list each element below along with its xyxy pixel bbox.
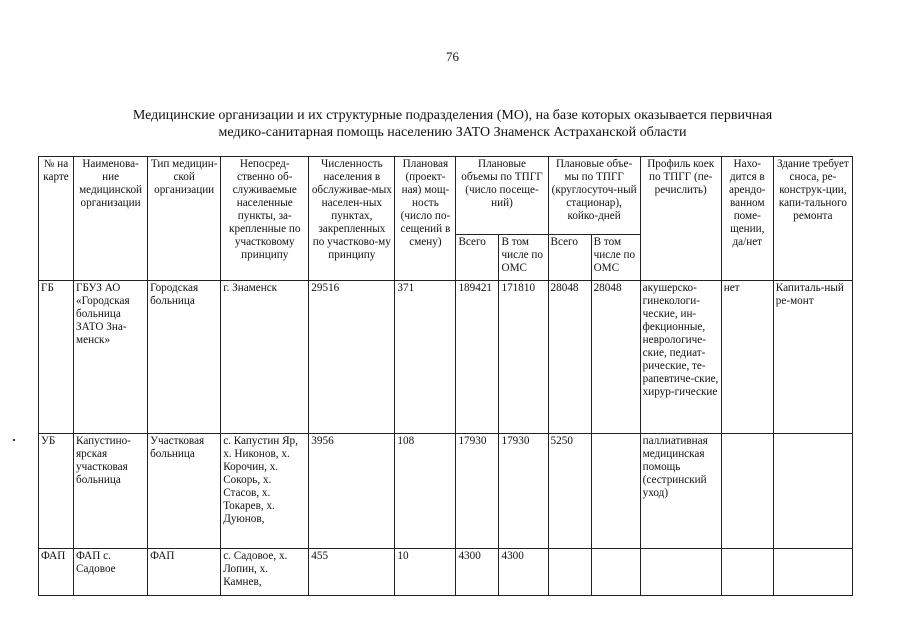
cell-beds-oms: 28048 [591,281,640,434]
header-planned-capacity: Плановая (проект-ная) мощ-ность (число по-сещений в смену) [395,157,456,281]
subheader-beds-total: Всего [548,235,591,281]
cell-building [773,434,852,549]
subheader-visits-total: Всего [456,235,499,281]
header-building-status: Здание требует сноса, ре-конструк-ции, капи-тального ремонта [773,157,852,281]
cell-visits-oms: 17930 [499,434,548,549]
cell-name: Капустино-ярская участковая больница [74,434,148,549]
cell-beds-total: 5250 [548,434,591,549]
header-leased: Нахо-дится в арендо-ванном поме-щении, да/нет [721,157,773,281]
cell-profile: акушерско-гинекологи-ческие, ин-фекционные, неврологиче-ские, педиат-рические, те-рапевтиче-ские, хирур-гические [640,281,721,434]
title-line-1: Медицинские организации и их структурные подразделения (МО), на базе которых оказывается первичная [132,108,773,123]
cell-beds-oms [591,434,640,549]
cell-map-no: ГБ [39,281,74,434]
cell-planned-capacity: 108 [395,434,456,549]
cell-leased [721,549,773,596]
table-row [39,549,853,596]
document-title [0,107,905,141]
header-map-no: № на карте [39,157,74,281]
cell-type: Городская больница [148,281,221,434]
cell-served: с. Садовое, х. Лопин, х. Камнев, [221,549,309,596]
cell-beds-oms [591,549,640,596]
cell-beds-total [548,549,591,596]
subheader-visits-oms: В том числе по ОМС [499,235,548,281]
cell-population: 3956 [309,434,395,549]
cell-served: с. Капустин Яр, х. Никонов, х. Корочин, х. Сокорь, х. Стасов, х. Токарев, х. Дуюнов, [221,434,309,549]
table-row [39,281,853,434]
cell-name: ФАП с. Садовое [74,549,148,596]
cell-building [773,549,852,596]
title-line-2: медико-санитарная помощь населению ЗАТО Знаменск Астраханской области [218,125,687,140]
cell-served: г. Знаменск [221,281,309,434]
cell-population: 455 [309,549,395,596]
scan-speck [13,439,15,441]
cell-planned-capacity: 10 [395,549,456,596]
cell-profile: паллиативная медицинская помощь (сестринский уход) [640,434,721,549]
header-volumes-beds: Плановые объе-мы по ТПГГ (круглосуточ-ный стационар), койко-дней [548,157,640,235]
cell-leased [721,434,773,549]
medical-organizations-table [38,156,853,596]
cell-population: 29516 [309,281,395,434]
header-served-settlements: Непосред-ственно об-служиваемые населенные пункты, за-крепленные по участковому принципу [221,157,309,281]
page-number: 76 [446,49,459,64]
header-volumes-visits: Плановые объемы по ТПГГ (число посеще-ний) [456,157,548,235]
cell-profile [640,549,721,596]
cell-visits-total: 189421 [456,281,499,434]
header-row [39,157,853,235]
header-bed-profile: Профиль коек по ТПГГ (пе-речислить) [640,157,721,281]
cell-beds-total: 28048 [548,281,591,434]
cell-type: ФАП [148,549,221,596]
cell-building: Капиталь-ный ре-монт [773,281,852,434]
subheader-beds-oms: В том числе по ОМС [591,235,640,281]
cell-map-no: УБ [39,434,74,549]
header-population: Численность населения в обслуживае-мых населен-ных пунктах, закрепленных по участково-му принципу [309,157,395,281]
cell-visits-total: 4300 [456,549,499,596]
table-row [39,434,853,549]
cell-visits-oms: 171810 [499,281,548,434]
header-name: Наименова-ние медицинской организации [74,157,148,281]
cell-name: ГБУЗ АО «Городская больница ЗАТО Зна-менск» [74,281,148,434]
cell-type: Участковая больница [148,434,221,549]
cell-leased: нет [721,281,773,434]
cell-planned-capacity: 371 [395,281,456,434]
cell-visits-oms: 4300 [499,549,548,596]
header-type: Тип медицин-ской организации [148,157,221,281]
cell-map-no: ФАП [39,549,74,596]
cell-visits-total: 17930 [456,434,499,549]
